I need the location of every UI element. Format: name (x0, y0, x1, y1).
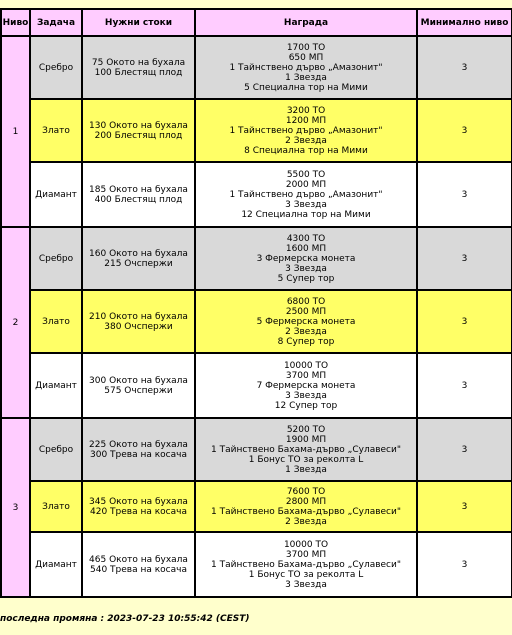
reward-line: 1 Бонус ТО за реколта L (248, 569, 364, 580)
min-level-cell: 3 (417, 99, 512, 162)
goods-line: 100 Блестящ плод (94, 67, 183, 78)
goods-cell (82, 290, 195, 353)
reward-line: 12 Специална тор на Мими (241, 209, 371, 220)
header-task: Задача (30, 9, 82, 36)
min-level-cell: 3 (417, 481, 512, 532)
reward-line: 6800 TO (286, 296, 326, 307)
min-level-cell: 3 (417, 353, 512, 418)
level-cell: 1 (1, 36, 30, 227)
reward-line: 1 Бонус ТО за реколта L (248, 454, 364, 465)
reward-cell (195, 36, 417, 99)
reward-line: 2 Звезда (285, 135, 327, 146)
task-cell: Злато (30, 481, 82, 532)
table-row (1, 418, 512, 481)
min-level-cell: 3 (417, 162, 512, 227)
level-cell: 3 (1, 418, 30, 597)
reward-line: 1 Звезда (285, 72, 327, 83)
goods-cell (82, 418, 195, 481)
reward-line: 10000 TO (283, 539, 329, 550)
reward-line: 3700 МП (285, 370, 327, 381)
reward-line: 1 Тайнствено дърво „Амазонит" (229, 62, 383, 73)
goods-line: 225 Окото на бухала (89, 439, 188, 450)
table-row (1, 36, 512, 99)
reward-line: 1 Тайнствено дърво „Амазонит" (229, 125, 383, 136)
min-level-cell: 3 (417, 227, 512, 290)
goods-line: 215 Очспержи (104, 258, 173, 269)
reward-cell (195, 290, 417, 353)
reward-line: 7 Фермерска монета (256, 380, 356, 391)
goods-cell (82, 227, 195, 290)
header-goods: Нужни стоки (82, 9, 195, 36)
reward-line: 12 Супер тор (274, 400, 338, 411)
min-level-cell: 3 (417, 36, 512, 99)
reward-line: 2800 МП (285, 496, 327, 507)
level-cell: 2 (1, 227, 30, 418)
reward-line: 7600 TO (286, 486, 326, 497)
goods-cell (82, 99, 195, 162)
goods-cell (82, 532, 195, 597)
reward-cell (195, 353, 417, 418)
task-cell: Сребро (30, 36, 82, 99)
table-row (1, 227, 512, 290)
reward-line: 3 Звезда (285, 199, 327, 210)
reward-line: 5200 TO (286, 424, 326, 435)
reward-line: 8 Специална тор на Мими (244, 145, 368, 156)
reward-cell (195, 162, 417, 227)
reward-line: 1 Тайнствено Бахама-дърво „Сулавеси" (211, 444, 401, 455)
reward-line: 8 Супер тор (277, 336, 335, 347)
goods-line: 575 Очспержи (104, 385, 173, 396)
task-cell: Сребро (30, 418, 82, 481)
goods-line: 420 Трева на косача (90, 506, 187, 517)
goods-line: 160 Окото на бухала (89, 248, 188, 259)
task-cell: Сребро (30, 227, 82, 290)
table-row (1, 481, 512, 532)
reward-cell (195, 481, 417, 532)
goods-line: 300 Трева на косача (90, 449, 187, 460)
table-row (1, 532, 512, 597)
reward-cell (195, 227, 417, 290)
goods-line: 540 Трева на косача (90, 564, 187, 575)
min-level-cell: 3 (417, 290, 512, 353)
quest-table (0, 8, 512, 598)
reward-line: 3 Звезда (285, 579, 327, 590)
header-row (1, 9, 512, 36)
min-level-cell: 3 (417, 532, 512, 597)
task-cell: Диамант (30, 353, 82, 418)
reward-line: 5 Супер тор (277, 273, 335, 284)
goods-line: 130 Окото на бухала (89, 120, 188, 131)
goods-cell (82, 353, 195, 418)
reward-cell (195, 532, 417, 597)
table-body (1, 36, 512, 597)
reward-line: 1 Тайнствено Бахама-дърво „Сулавеси" (211, 506, 401, 517)
reward-line: 3 Звезда (285, 390, 327, 401)
header-reward: Награда (195, 9, 417, 36)
goods-line: 210 Окото на бухала (89, 311, 188, 322)
reward-cell (195, 418, 417, 481)
reward-line: 4300 TO (286, 233, 326, 244)
last-modified: последна промяна : 2023-07-23 10:55:42 (CEST) (0, 614, 250, 624)
reward-line: 5 Фермерска монета (256, 316, 356, 327)
task-cell: Злато (30, 290, 82, 353)
goods-cell (82, 36, 195, 99)
header-min-level: Минимално ниво (417, 9, 512, 36)
reward-line: 1 Тайнствено Бахама-дърво „Сулавеси" (211, 559, 401, 570)
reward-line: 3 Фермерска монета (256, 253, 356, 264)
task-cell: Злато (30, 99, 82, 162)
reward-line: 5500 TO (286, 169, 326, 180)
goods-cell (82, 481, 195, 532)
goods-line: 200 Блестящ плод (94, 130, 183, 141)
reward-line: 2500 МП (285, 306, 327, 317)
reward-line: 1900 МП (285, 434, 327, 445)
reward-line: 2 Звезда (285, 516, 327, 527)
table-row (1, 353, 512, 418)
min-level-cell: 3 (417, 418, 512, 481)
table-row (1, 162, 512, 227)
reward-line: 650 МП (288, 52, 324, 63)
goods-cell (82, 162, 195, 227)
table-row (1, 99, 512, 162)
table-row (1, 290, 512, 353)
goods-line: 465 Окото на бухала (89, 554, 188, 565)
header-level: Ниво (1, 9, 30, 36)
reward-line: 2 Звезда (285, 326, 327, 337)
goods-line: 300 Окото на бухала (89, 375, 188, 386)
reward-line: 1700 TO (286, 42, 326, 53)
goods-line: 185 Окото на бухала (89, 184, 188, 195)
reward-line: 10000 TO (283, 360, 329, 371)
reward-line: 3200 TO (286, 105, 326, 116)
goods-line: 345 Окото на бухала (89, 496, 188, 507)
reward-line: 1200 МП (285, 115, 327, 126)
reward-line: 1600 МП (285, 243, 327, 254)
goods-line: 380 Очспержи (104, 321, 173, 332)
task-cell: Диамант (30, 162, 82, 227)
reward-line: 5 Специална тор на Мими (244, 82, 368, 93)
goods-line: 400 Блестящ плод (94, 194, 183, 205)
goods-line: 75 Окото на бухала (91, 57, 186, 68)
reward-cell (195, 99, 417, 162)
task-cell: Диамант (30, 532, 82, 597)
reward-line: 1 Звезда (285, 464, 327, 475)
reward-line: 1 Тайнствено дърво „Амазонит" (229, 189, 383, 200)
reward-line: 3 Звезда (285, 263, 327, 274)
reward-line: 2000 МП (285, 179, 327, 190)
reward-line: 3700 МП (285, 549, 327, 560)
